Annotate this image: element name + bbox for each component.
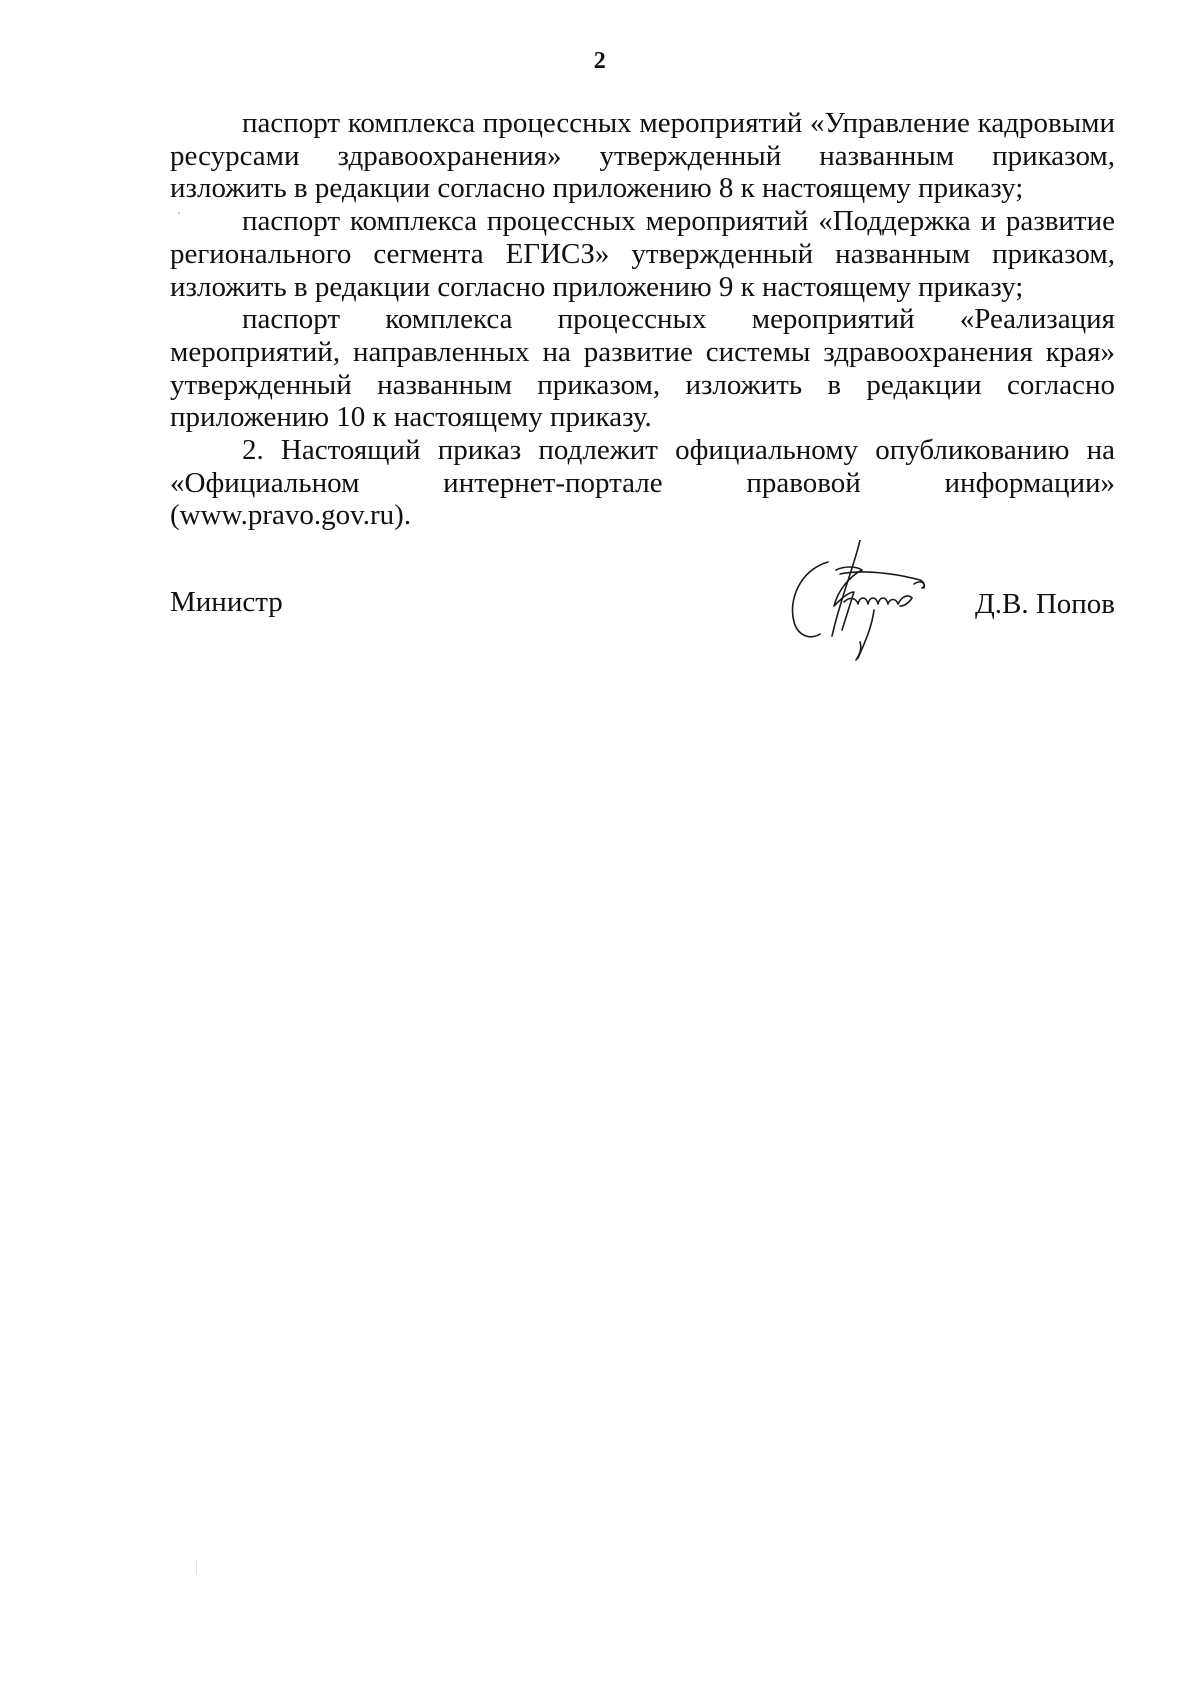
document-body: [170, 107, 1115, 532]
scan-speck: [196, 1560, 197, 1574]
scan-speck: [178, 212, 180, 214]
signatory-name: Д.В. Попов: [974, 588, 1115, 620]
signatory-position: Министр: [170, 586, 283, 618]
page-number: 2: [593, 48, 607, 74]
paragraph-healthcare-development: паспорт комплекса процессных мероприятий «Реализация мероприятий, направленных на развитие системы здравоохранения края» утвержденный названным приказом, изложить в редакции согласно приложению 10 к настоящему приказу.: [170, 303, 1115, 434]
paragraph-egisz-segment: паспорт комплекса процессных мероприятий «Поддержка и развитие регионального сегмента ЕГИСЗ» утвержденный названным приказом, изложить в редакции согласно приложению 9 к настоящему приказу;: [170, 205, 1115, 303]
handwritten-signature-icon: [780, 540, 950, 670]
signature-block: [170, 540, 1115, 680]
paragraph-publication-clause: 2. Настоящий приказ подлежит официальному опубликованию на «Официальном интернет-портале правовой информации» (www.pravo.gov.ru).: [170, 434, 1115, 532]
paragraph-hr-resources: паспорт комплекса процессных мероприятий «Управление кадровыми ресурсами здравоохранения» утвержденный названным приказом, изложить в редакции согласно приложению 8 к настоящему приказу;: [170, 107, 1115, 205]
